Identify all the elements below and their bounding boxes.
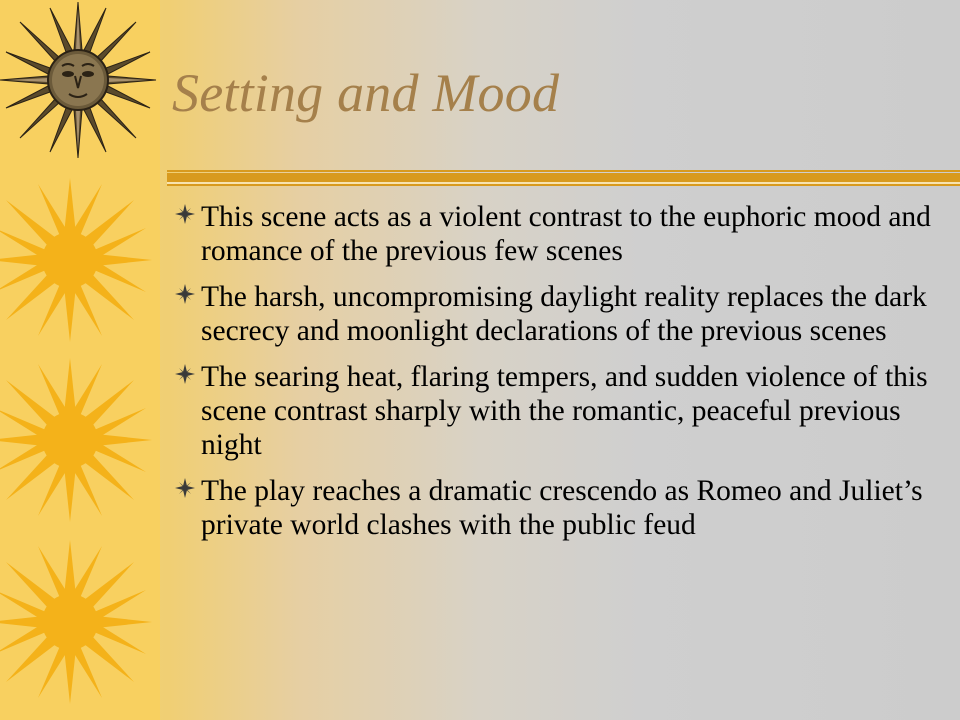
star-bullet-icon	[175, 364, 195, 384]
bullet-text: The play reaches a dramatic crescendo as Romeo and Juliet’s private world clashes with the public feud	[201, 475, 923, 541]
bullet-item	[175, 360, 955, 462]
star-bullet-icon	[175, 204, 195, 224]
sun-icon	[0, 170, 160, 350]
title-divider	[167, 170, 960, 172]
bullet-item	[175, 474, 955, 542]
bullet-item	[175, 200, 955, 268]
title-divider	[167, 173, 960, 182]
star-bullet-icon	[175, 284, 195, 304]
title-divider	[167, 184, 960, 186]
sun-icon	[0, 350, 160, 530]
slide-title: Setting and Mood	[172, 63, 560, 123]
star-bullet-icon	[175, 478, 195, 498]
bullet-item	[175, 280, 955, 348]
bullet-text: The harsh, uncompromising daylight reality replaces the dark secrecy and moonlight declarations of the previous scenes	[201, 281, 927, 347]
bullet-list	[175, 200, 955, 554]
bullet-text: The searing heat, flaring tempers, and sudden violence of this scene contrast sharply with the romantic, peaceful previous night	[201, 361, 928, 461]
sun-icon	[0, 530, 160, 720]
sun-face-icon	[0, 0, 160, 170]
bullet-text: This scene acts as a violent contrast to the euphoric mood and romance of the previous few scenes	[201, 201, 931, 267]
